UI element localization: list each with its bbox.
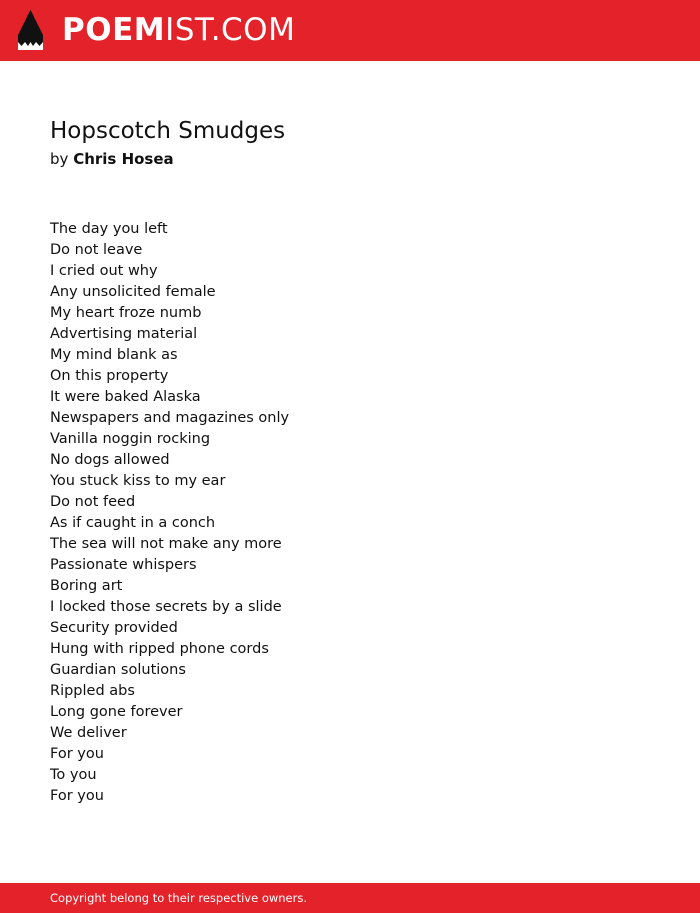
poem-line: The sea will not make any more	[50, 536, 282, 552]
logo-bold-text: POEM	[62, 12, 166, 48]
poem-title: Hopscotch Smudges	[50, 118, 286, 144]
poem-byline	[50, 149, 174, 169]
poem-line: I locked those secrets by a slide	[50, 599, 282, 615]
logo-light-text: IST.COM	[165, 12, 296, 48]
poem-line: Passionate whispers	[50, 557, 197, 573]
poem-line: You stuck kiss to my ear	[50, 473, 226, 489]
poem-line: I cried out why	[50, 263, 158, 279]
poem-line: As if caught in a conch	[50, 515, 216, 531]
poem-line: Newspapers and magazines only	[50, 410, 290, 426]
poem-line: Guardian solutions	[50, 662, 186, 678]
poem-line: Do not feed	[50, 494, 136, 510]
poem-line: Hung with ripped phone cords	[50, 641, 269, 657]
poem-line: The day you left	[50, 221, 168, 237]
poem-line: My heart froze numb	[50, 305, 202, 321]
author-name: Chris Hosea	[73, 150, 174, 168]
poem-line: Security provided	[50, 620, 178, 636]
poem-line: Long gone forever	[50, 704, 183, 720]
poem-body	[50, 219, 289, 807]
poem-line: For you	[50, 746, 104, 762]
by-label: by	[50, 150, 69, 168]
poem-line: For you	[50, 788, 104, 804]
poem-line: Any unsolicited female	[50, 284, 216, 300]
site-footer	[0, 883, 700, 913]
poem-line: Rippled abs	[50, 683, 135, 699]
poem-line: Boring art	[50, 578, 123, 594]
pencil-tip-icon[interactable]	[17, 9, 44, 51]
site-logo[interactable]	[62, 12, 295, 48]
poem-line: No dogs allowed	[50, 452, 170, 468]
copyright-text: Copyright belong to their respective owners.	[50, 891, 308, 905]
poem-line: It were baked Alaska	[50, 389, 201, 405]
poem-line: To you	[50, 767, 97, 783]
site-header	[0, 0, 700, 61]
poem-line: We deliver	[50, 725, 127, 741]
poem-line: Do not leave	[50, 242, 143, 258]
poem-line: Vanilla noggin rocking	[50, 431, 211, 447]
poem-line: On this property	[50, 368, 169, 384]
poem-line: Advertising material	[50, 326, 198, 342]
poem-line: My mind blank as	[50, 347, 178, 363]
